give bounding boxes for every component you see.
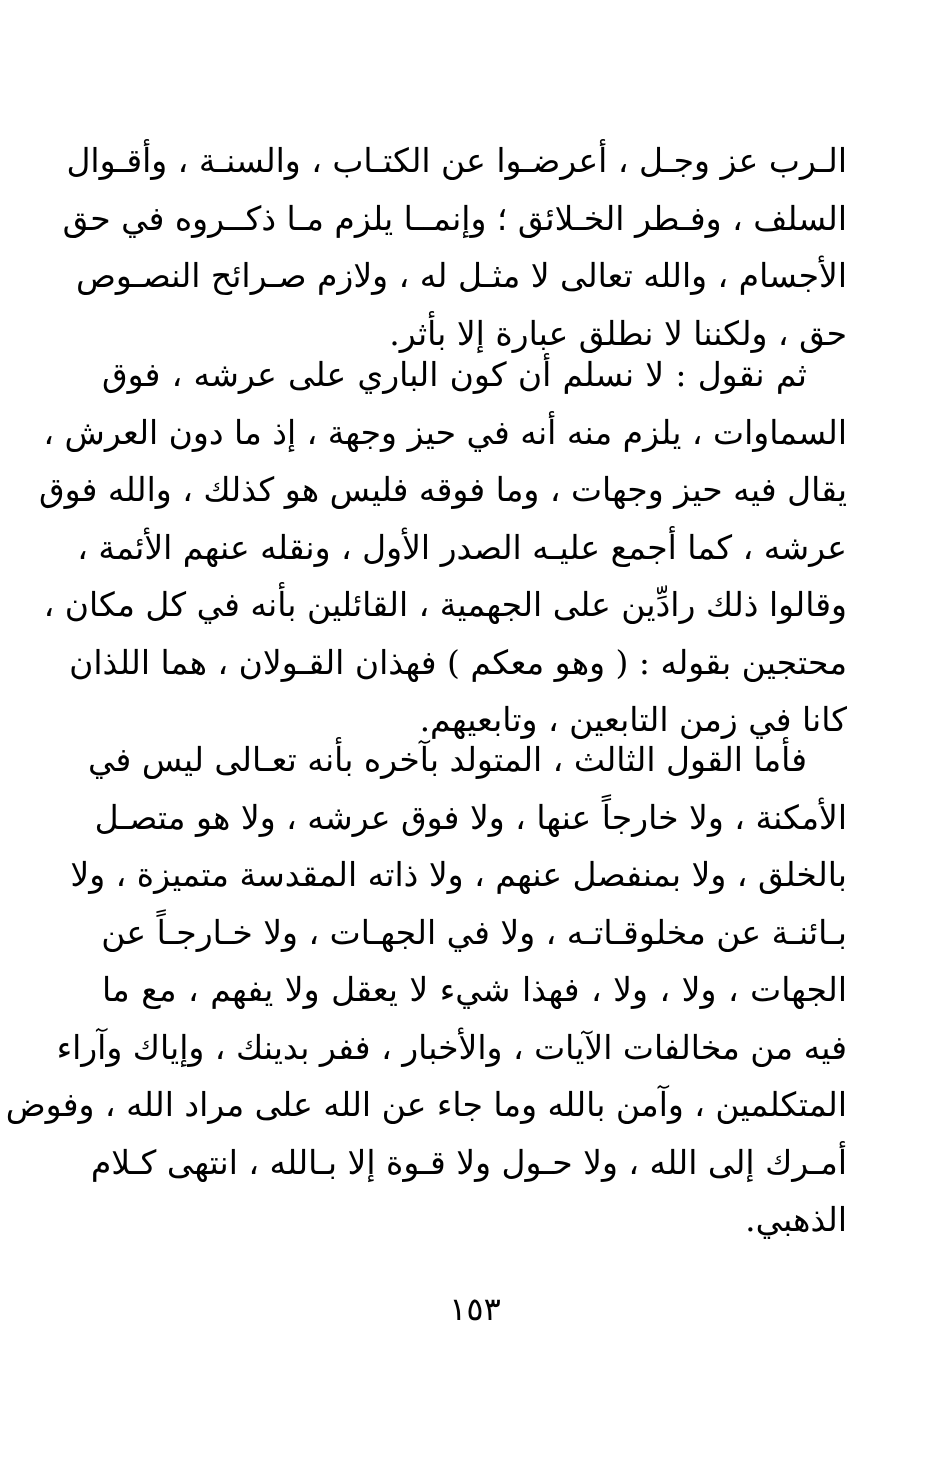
text-line: الأجسام ، والله تعالى لا مثـل له ، ولازم صـرائح النصـوص: [76, 256, 847, 295]
text-line: عرشه ، كما أجمع عليـه الصدر الأول ، ونقله عنهم الأئمة ،: [77, 527, 847, 567]
text-line: الذهبي.: [745, 1200, 847, 1239]
text-line: السلف ، وفـطر الخـلائق ؛ وإنمــا يلزم مـا ذكــروه في حق: [62, 198, 847, 238]
text-line: فأما القول الثالث ، المتولد بآخره بأنه تعـالى ليس في: [88, 740, 807, 779]
text-line: السماوات ، يلزم منه أنه في حيز وجهة ، إذ ما دون العرش ،: [43, 412, 847, 452]
paragraph-2: [39, 346, 847, 749]
text-line: ثم نقول : لا نسلم أن كون الباري على عرشه ، فوق: [102, 355, 807, 394]
page-number: ١٥٣: [449, 1290, 501, 1328]
text-line: كانا في زمن التابعين ، وتابعيهم.: [419, 700, 847, 739]
paragraph-1: [62, 132, 847, 362]
text-line: بالخلق ، ولا بمنفصل عنهم ، ولا ذاته المقدسة متميزة ، ولا: [70, 855, 847, 894]
text-line: المتكلمين ، وآمن بالله وما جاء عن الله على مراد الله ، وفوض: [5, 1085, 847, 1124]
text-line: أمـرك إلى الله ، ولا حـول ولا قـوة إلا بـالله ، انتهى كـلام: [90, 1142, 847, 1182]
text-line: حق ، ولكننا لا نطلق عبارة إلا بأثر.: [389, 313, 847, 353]
text-line: الأمكنة ، ولا خارجاً عنها ، ولا فوق عرشه ، ولا هو متصـل: [94, 797, 847, 837]
paragraph-3: [5, 731, 847, 1249]
text-line: يقال فيه حيز وجهات ، وما فوقه فليس هو كذلك ، والله فوق: [39, 470, 847, 509]
text-line: بـائنـة عن مخلوقـاتـه ، ولا في الجهـات ، ولا خـارجـاً عن: [101, 912, 847, 952]
text-line: فيه من مخالفات الآيات ، والأخبار ، ففر بدينك ، وإياك وآراء: [56, 1027, 847, 1067]
text-line: محتجين بقوله : ( وهو معكم ) فهذان القـولان ، هما اللذان: [69, 642, 847, 682]
text-line: الـرب عز وجـل ، أعرضـوا عن الكتـاب ، والسنـة ، وأقـوال: [66, 141, 847, 180]
text-line: الجهات ، ولا ، ولا ، فهذا شيء لا يعقل ولا يفهم ، مع ما: [102, 970, 847, 1009]
text-line: وقالوا ذلك رادِّين على الجهمية ، القائلين بأنه في كل مكان ،: [43, 585, 847, 624]
